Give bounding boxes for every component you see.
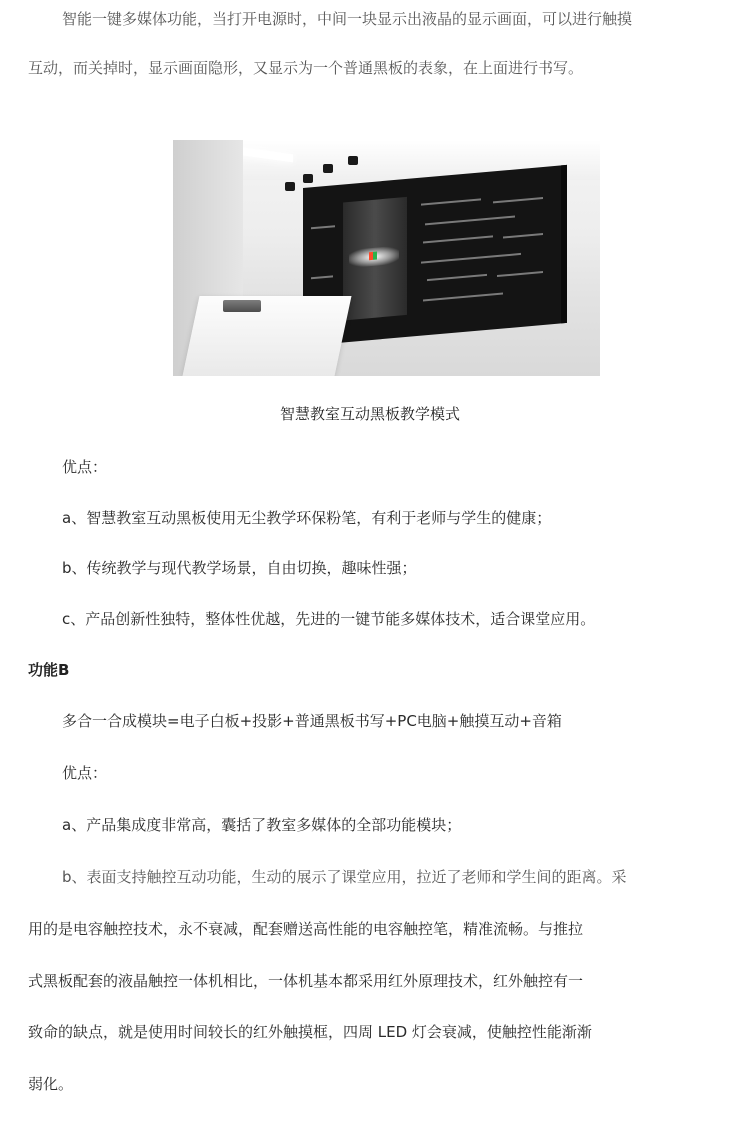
spotlight-icon bbox=[323, 164, 333, 173]
spotlight-icon bbox=[303, 174, 313, 183]
section-b-item-a: a、产品集成度非常高，囊括了教室多媒体的全部功能模块； bbox=[62, 816, 462, 834]
chalk-writing bbox=[425, 215, 515, 225]
chalk-writing bbox=[497, 271, 543, 277]
chalk-writing bbox=[311, 225, 335, 229]
section-b-advantages-label: 优点： bbox=[62, 764, 108, 782]
advantage-item-c: c、产品创新性独特，整体性优越，先进的一键节能多媒体技术，适合课堂应用。 bbox=[62, 610, 596, 628]
windows-logo-icon bbox=[369, 252, 377, 261]
books-on-desk bbox=[223, 300, 261, 312]
spotlight-icon bbox=[348, 156, 358, 165]
section-b-item-b-line: 致命的缺点，就是使用时间较长的红外触摸框，四周 LED 灯会衰减，使触控性能渐渐 bbox=[28, 1023, 592, 1041]
advantage-item-a: a、智慧教室互动黑板使用无尘教学环保粉笔，有利于老师与学生的健康； bbox=[62, 509, 552, 527]
chalk-writing bbox=[421, 253, 521, 264]
advantage-item-b: b、传统教学与现代教学场景，自由切换，趣味性强； bbox=[62, 559, 417, 577]
chalk-writing bbox=[503, 233, 543, 238]
section-b-item-b-line: b、表面支持触控互动功能，生动的展示了课堂应用，拉近了老师和学生间的距离。采 bbox=[62, 868, 627, 886]
section-b-modules: 多合一合成模块=电子白板+投影+普通黑板书写+PC电脑+触摸互动+音箱 bbox=[62, 712, 562, 730]
chalk-writing bbox=[493, 197, 543, 203]
advantages-label: 优点： bbox=[62, 458, 108, 476]
chalk-writing bbox=[421, 198, 481, 205]
intro-line-1: 智能一键多媒体功能，当打开电源时，中间一块显示出液晶的显示画面，可以进行触摸 bbox=[62, 10, 633, 28]
chalk-writing bbox=[423, 293, 503, 302]
section-b-item-b-line: 用的是电容触控技术，永不衰减，配套赠送高性能的电容触控笔，精准流畅。与推拉 bbox=[28, 920, 584, 938]
chalk-writing bbox=[423, 235, 493, 243]
podium-desk bbox=[182, 296, 351, 376]
section-b-item-b-line: 弱化。 bbox=[28, 1075, 74, 1093]
chalk-writing bbox=[311, 275, 333, 279]
section-b-heading: 功能B bbox=[28, 661, 70, 679]
classroom-photo bbox=[173, 140, 600, 376]
intro-line-2: 互动，而关掉时，显示画面隐形，又显示为一个普通黑板的表象，在上面进行书写。 bbox=[28, 59, 584, 77]
chalk-writing bbox=[427, 274, 487, 281]
figure-caption: 智慧教室互动黑板教学模式 bbox=[279, 405, 460, 423]
section-b-item-b-line: 式黑板配套的液晶触控一体机相比，一体机基本都采用红外原理技术，红外触控有一 bbox=[28, 972, 584, 990]
spotlight-icon bbox=[285, 182, 295, 191]
